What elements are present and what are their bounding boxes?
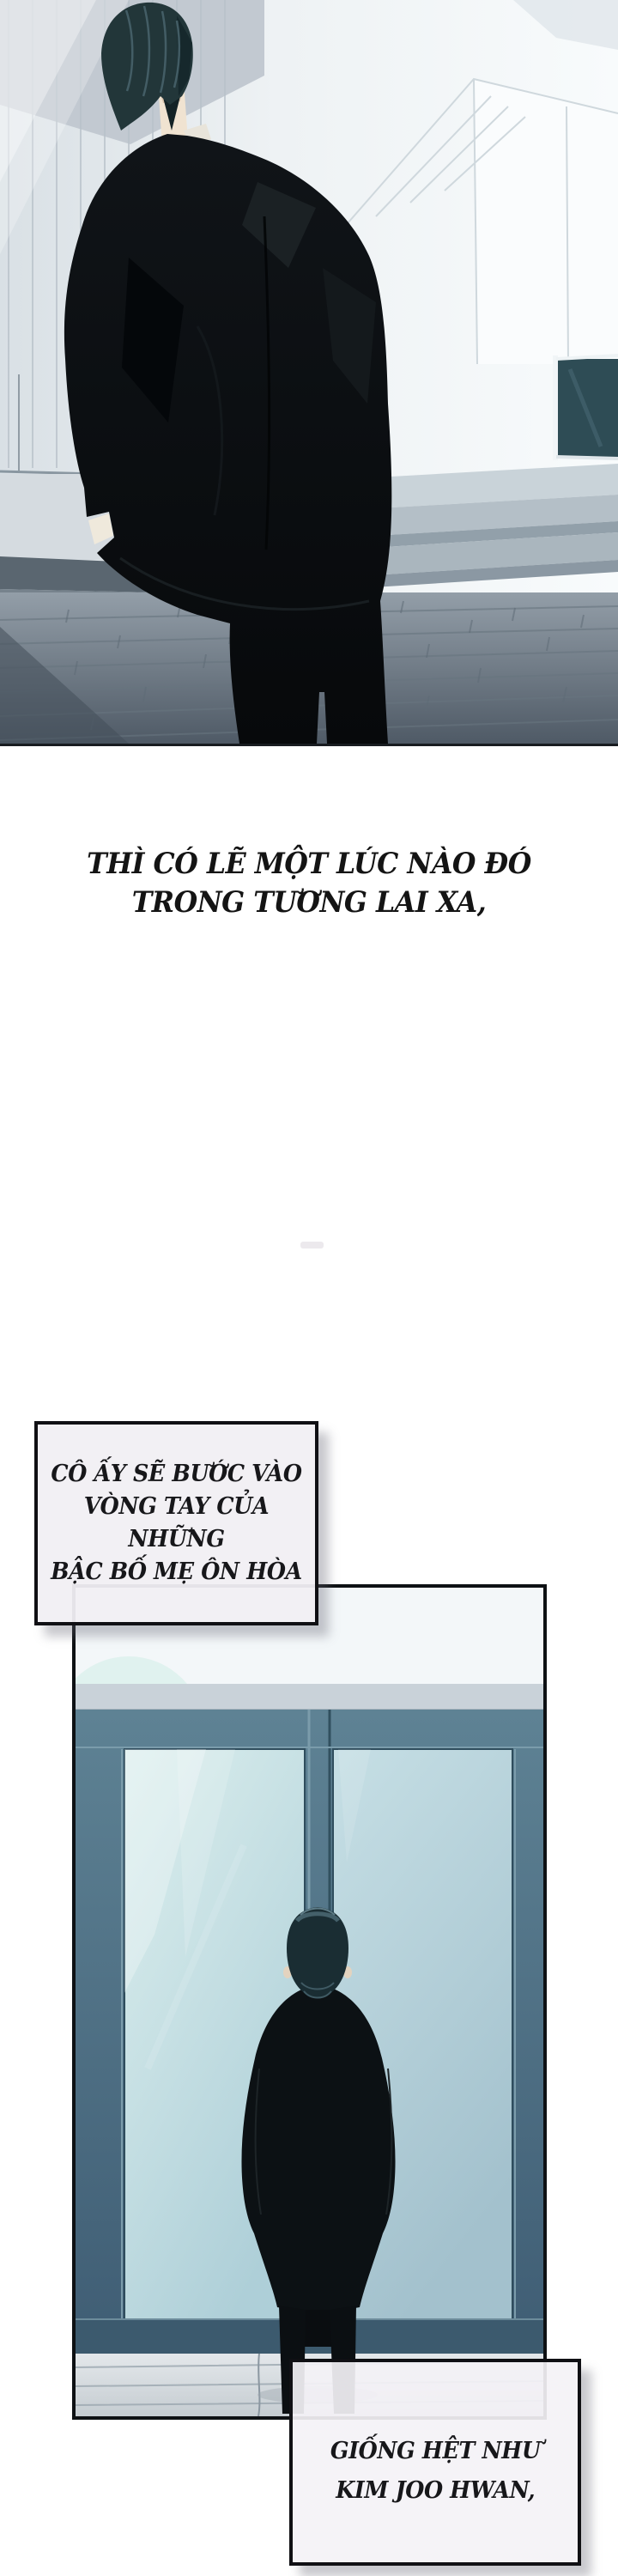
- panel-top-illustration: [0, 0, 618, 746]
- hair-2: [287, 1907, 348, 1997]
- speech-box-parents: [34, 1421, 318, 1625]
- floor-joint-vertical: [258, 2354, 259, 2416]
- panel-glass-doors-illustration: [72, 1584, 547, 2420]
- speech-line: GIỐNG HỆT NHƯ: [330, 2437, 541, 2464]
- bright-column: [474, 79, 618, 364]
- speech-box-text: [46, 1458, 307, 1589]
- window-sill: [556, 457, 618, 459]
- speech-line: KIM JOO HWAN,: [335, 2476, 536, 2504]
- speech-line: CÔ ẤY SẼ BƯỚC VÀO: [51, 1461, 302, 1487]
- glass-door-art: [76, 1588, 543, 2416]
- door-header-bar: [76, 1684, 543, 1710]
- speech-box-kim-joo-hwan: [289, 2359, 581, 2566]
- narration-line: THÌ CÓ LẼ MỘT LÚC NÀO ĐÓ: [87, 847, 531, 881]
- narration-caption: [21, 845, 597, 922]
- speech-line: BẬC BỐ MẸ ÔN HÒA: [51, 1558, 302, 1585]
- narration-line: TRONG TƯƠNG LAI XA,: [131, 885, 487, 920]
- jacket-tail-gap: [304, 2310, 331, 2347]
- speech-box-text: [330, 2432, 541, 2511]
- top-illustration-art: [0, 0, 618, 744]
- scene-transition-dash: [300, 1242, 324, 1249]
- window-frame: [553, 355, 558, 460]
- speech-line: VÒNG TAY CỦA NHỮNG: [83, 1493, 270, 1552]
